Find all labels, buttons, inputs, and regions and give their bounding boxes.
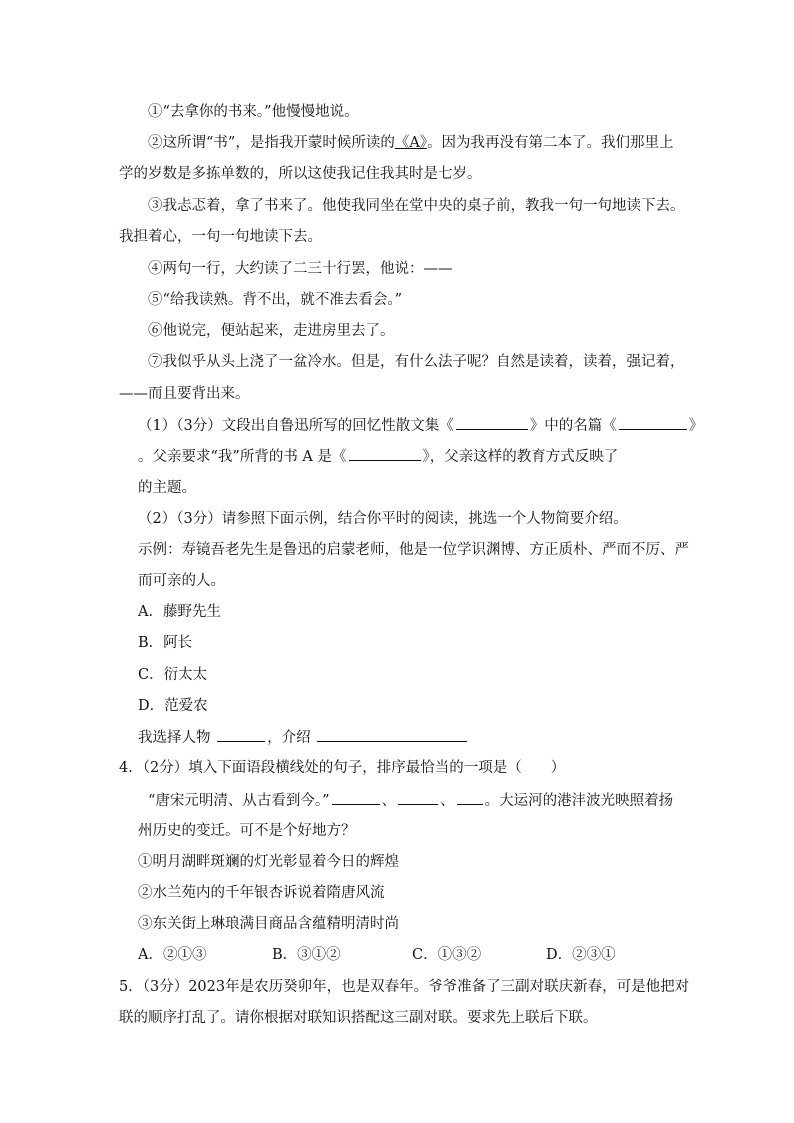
q4-text-continued: 州历史的变迁。可不是个好地方？	[138, 823, 356, 839]
fill-blank-3[interactable]	[457, 790, 483, 805]
q4-choice-d[interactable]: D．②③①	[546, 947, 616, 963]
q5-stem-continued: 联的顺序打乱了。请你根据对联知识搭配这三副对联。要求先上联后下联。	[119, 1010, 598, 1026]
paragraph-3-continued: 我担着心，一句一句地读下去。	[119, 229, 322, 245]
q3-1-line-2: 。父亲要求“我”所背的书 A 是《 》，父亲这样的教育方式反映了	[138, 446, 618, 467]
q3-2-answer-line: 我选择人物 ，介绍	[138, 727, 469, 748]
option-d[interactable]: D．范爱农	[138, 698, 208, 714]
q3-1-line-3: 的主题。	[138, 480, 196, 496]
option-c[interactable]: C．衍太太	[138, 667, 208, 683]
q5-stem: 5．（3分）2023年是农历癸卯年，也是双春年。爷爷准备了三副对联庆新春，可是他把对	[119, 979, 690, 995]
q3-2-example-continued: 而可亲的人。	[138, 573, 225, 589]
q4-choice-c[interactable]: C．①③②	[412, 947, 482, 963]
answer-blank-introduction[interactable]	[317, 727, 467, 742]
paragraph-7-continued: ——而且要背出来。	[119, 386, 250, 402]
q3-1-line-1: （1）（3分）文段出自鲁迅所写的回忆性散文集《 》中的名篇《 》	[138, 415, 703, 436]
answer-blank-collection[interactable]	[456, 415, 528, 430]
q3-2-stem: （2）（3分）请参照下面示例，结合你平时的阅读，挑选一个人物简要介绍。	[138, 511, 628, 527]
q4-text: “唐宋元明清、从古看到今。” 、 、 。大运河的港沣波光映照着扬	[148, 790, 673, 811]
paragraph-3: ③我忐忑着，拿了书来了。他使我同坐在堂中央的桌子前，教我一句一句地读下去。	[148, 198, 685, 214]
q4-item-1: ①明月湖畔斑斓的灯光彰显着今日的辉煌	[138, 854, 399, 870]
answer-blank-person[interactable]	[217, 727, 265, 742]
q4-choice-b[interactable]: B．③①②	[272, 947, 341, 963]
paragraph-4: ④两句一行，大约读了二三十行罢，他说：——	[148, 261, 453, 277]
option-a[interactable]: A．藤野先生	[138, 604, 221, 620]
paragraph-7: ⑦我似乎从头上浇了一盆冷水。但是，有什么法子呢？自然是读着，读着，强记着，	[148, 354, 685, 370]
paragraph-1: ①“去拿你的书来。”他慢慢地说。	[148, 104, 359, 120]
answer-blank-essay[interactable]	[619, 415, 687, 430]
fill-blank-2[interactable]	[398, 790, 438, 805]
q4-choice-a[interactable]: A．②①③	[138, 947, 207, 963]
paragraph-2-continued: 学的岁数是多拣单数的，所以这使我记住我其时是七岁。	[119, 166, 482, 182]
q4-item-2: ②水兰苑内的千年银杏诉说着隋唐风流	[138, 885, 385, 901]
answer-blank-book-a[interactable]	[349, 446, 421, 461]
option-b[interactable]: B．阿长	[138, 635, 193, 651]
book-title-a: 《A》	[394, 135, 428, 151]
paragraph-2: ②这所谓“书”，是指我开蒙时候所读的《A》。因为我再没有第二本了。我们那里上	[148, 135, 674, 151]
q3-2-example: 示例：寿镜吾老先生是鲁迅的启蒙老师，他是一位学识渊博、方正质朴、严而不厉、严	[138, 542, 689, 558]
fill-blank-1[interactable]	[332, 790, 380, 805]
q4-stem: 4．（2分）填入下面语段横线处的句子，排序最恰当的一项是（ ）	[119, 760, 566, 776]
paragraph-6: ⑥他说完，便站起来，走进房里去了。	[148, 323, 395, 339]
paragraph-5: ⑤“给我读熟。背不出，就不准去看会。”	[148, 292, 403, 308]
q4-item-3: ③东关街上琳琅满目商品含蕴精明清时尚	[138, 916, 399, 932]
